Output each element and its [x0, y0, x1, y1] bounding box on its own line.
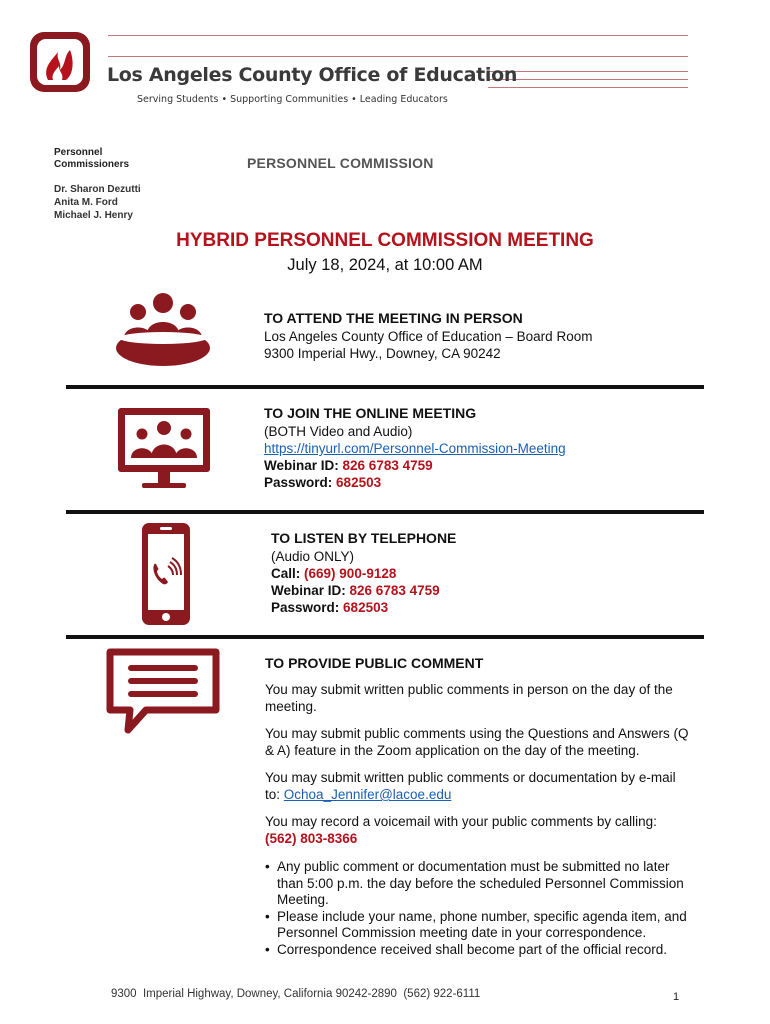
in-person-heading: TO ATTEND THE MEETING IN PERSON [264, 310, 523, 326]
webinar-id-value: 826 6783 4759 [342, 458, 433, 473]
password-label: Password: [264, 475, 333, 490]
comment-paragraph: You may submit public comments using the Questions and Answers (Q & A) feature in the Zoom application on the day of the meeting. [265, 726, 689, 758]
sidebar-heading-line1: Personnel [54, 147, 103, 158]
sidebar-heading-line2: Commissioners [54, 159, 130, 170]
online-section [264, 405, 704, 491]
meeting-date: July 18, 2024, at 10:00 AM [287, 256, 483, 274]
org-tagline: Serving Students • Supporting Communities • Leading Educators [137, 94, 448, 105]
public-comment-heading: TO PROVIDE PUBLIC COMMENT [265, 655, 484, 671]
comment-paragraph: You may submit written public comments in person on the day of the meeting. [265, 682, 673, 714]
online-mode: (BOTH Video and Audio) [264, 424, 413, 439]
comment-paragraph: You may submit written public comments or documentation by e-mail [265, 770, 676, 785]
section-divider [66, 510, 704, 514]
list-item: • Any public comment or documentation must be submitted no later than 5:00 p.m. the day before the scheduled Personnel Commission Meeting. [265, 859, 697, 909]
meeting-link[interactable]: https://tinyurl.com/Personnel-Commission-Meeting [264, 441, 566, 456]
comment-paragraph: You may record a voicemail with your public comments by calling: [265, 814, 657, 829]
section-divider [66, 385, 704, 389]
password-value: 682503 [343, 600, 389, 615]
online-heading: TO JOIN THE ONLINE MEETING [264, 405, 477, 421]
section-divider [66, 635, 704, 639]
meeting-title: HYBRID PERSONNEL COMMISSION MEETING [176, 230, 594, 251]
lacoe-logo [28, 30, 92, 94]
comment-rules-list [265, 859, 697, 958]
password-value: 682503 [336, 475, 382, 490]
venue-address: 9300 Imperial Hwy., Downey, CA 90242 [264, 346, 501, 361]
voicemail-number: (562) 803-8366 [265, 831, 358, 846]
call-number: (669) 900-9128 [304, 566, 397, 581]
phone-icon [141, 522, 191, 626]
email-prefix: to: [265, 787, 281, 802]
list-item: • Correspondence received shall become part of the official record. [265, 942, 697, 959]
speech-bubble-icon [106, 648, 220, 734]
commissioners-sidebar [54, 147, 204, 222]
email-link[interactable]: Ochoa_Jennifer@lacoe.edu [283, 787, 452, 802]
webinar-id-value: 826 6783 4759 [349, 583, 440, 598]
webinar-id-label: Webinar ID: [271, 583, 346, 598]
telephone-mode: (Audio ONLY) [271, 549, 355, 564]
webinar-id-label: Webinar ID: [264, 458, 339, 473]
org-name: Los Angeles County Office of Education [107, 64, 518, 86]
commissioner-name: Anita M. Ford [54, 197, 118, 208]
venue-name: Los Angeles County Office of Education – Board Room [264, 329, 593, 344]
call-label: Call: [271, 566, 301, 581]
telephone-heading: TO LISTEN BY TELEPHONE [271, 530, 457, 546]
monitor-people-icon [116, 406, 212, 492]
commissioner-name: Michael J. Henry [54, 210, 133, 221]
telephone-section [271, 530, 701, 616]
commissioner-name: Dr. Sharon Dezutti [54, 184, 141, 195]
in-person-section [264, 310, 704, 362]
section-label: PERSONNEL COMMISSION [247, 155, 434, 171]
meeting-people-icon [112, 290, 214, 372]
password-label: Password: [271, 600, 340, 615]
list-item: • Please include your name, phone number, specific agenda item, and Personnel Commission meeting date in your correspondence. [265, 909, 697, 942]
page-number: 1 [673, 991, 680, 1003]
footer-address: 9300 Imperial Highway, Downey, California 90242-2890 (562) 922-6111 [111, 988, 481, 1000]
public-comment-section [265, 655, 697, 958]
